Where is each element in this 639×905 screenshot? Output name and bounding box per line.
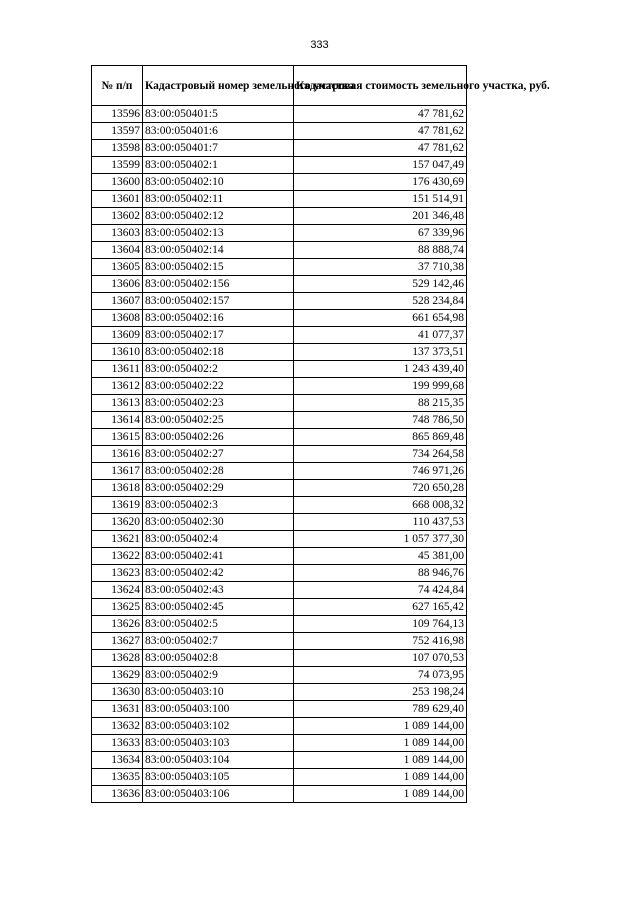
row-index: 13607 <box>92 293 143 310</box>
cadastral-value: 199 999,68 <box>294 378 467 395</box>
cadastral-value: 1 089 144,00 <box>294 786 467 803</box>
table-row <box>92 378 467 395</box>
table-row <box>92 565 467 582</box>
table-row <box>92 242 467 259</box>
cadastral-number: 83:00:050402:15 <box>143 259 294 276</box>
row-index: 13628 <box>92 650 143 667</box>
cadastral-value: 746 971,26 <box>294 463 467 480</box>
table-row <box>92 599 467 616</box>
cadastral-value: 668 008,32 <box>294 497 467 514</box>
cadastral-value: 253 198,24 <box>294 684 467 701</box>
row-index: 13635 <box>92 769 143 786</box>
table-row <box>92 140 467 157</box>
cadastral-number: 83:00:050403:102 <box>143 718 294 735</box>
cadastral-number: 83:00:050402:156 <box>143 276 294 293</box>
row-index: 13605 <box>92 259 143 276</box>
cadastral-number: 83:00:050402:8 <box>143 650 294 667</box>
row-index: 13627 <box>92 633 143 650</box>
table-row <box>92 718 467 735</box>
table-row <box>92 633 467 650</box>
cadastral-number: 83:00:050402:28 <box>143 463 294 480</box>
cadastral-number: 83:00:050402:10 <box>143 174 294 191</box>
cadastral-number: 83:00:050402:2 <box>143 361 294 378</box>
row-index: 13632 <box>92 718 143 735</box>
row-index: 13600 <box>92 174 143 191</box>
cadastral-value: 74 424,84 <box>294 582 467 599</box>
table-row <box>92 395 467 412</box>
table-row <box>92 531 467 548</box>
table-row <box>92 548 467 565</box>
table-row <box>92 293 467 310</box>
row-index: 13618 <box>92 480 143 497</box>
row-index: 13608 <box>92 310 143 327</box>
row-index: 13634 <box>92 752 143 769</box>
cadastral-number: 83:00:050402:12 <box>143 208 294 225</box>
cadastral-value: 748 786,50 <box>294 412 467 429</box>
cadastral-number: 83:00:050402:16 <box>143 310 294 327</box>
table-row <box>92 106 467 123</box>
table-row <box>92 191 467 208</box>
row-index: 13604 <box>92 242 143 259</box>
table-row <box>92 786 467 803</box>
table-row <box>92 735 467 752</box>
table-row <box>92 480 467 497</box>
cadastral-value: 107 070,53 <box>294 650 467 667</box>
cadastral-number: 83:00:050402:22 <box>143 378 294 395</box>
table-row <box>92 412 467 429</box>
row-index: 13615 <box>92 429 143 446</box>
cadastral-value: 47 781,62 <box>294 140 467 157</box>
cadastral-number: 83:00:050402:5 <box>143 616 294 633</box>
row-index: 13626 <box>92 616 143 633</box>
table-row <box>92 327 467 344</box>
row-index: 13616 <box>92 446 143 463</box>
table-row <box>92 259 467 276</box>
row-index: 13598 <box>92 140 143 157</box>
cadastral-value: 151 514,91 <box>294 191 467 208</box>
row-index: 13623 <box>92 565 143 582</box>
cadastral-value: 1 089 144,00 <box>294 769 467 786</box>
table-row <box>92 123 467 140</box>
cadastral-value: 627 165,42 <box>294 599 467 616</box>
table-row <box>92 667 467 684</box>
cadastral-value: 529 142,46 <box>294 276 467 293</box>
cadastral-value: 67 339,96 <box>294 225 467 242</box>
row-index: 13619 <box>92 497 143 514</box>
cadastral-number: 83:00:050402:41 <box>143 548 294 565</box>
table-row <box>92 582 467 599</box>
table-row <box>92 429 467 446</box>
table-row <box>92 463 467 480</box>
cadastral-number: 83:00:050402:27 <box>143 446 294 463</box>
cadastral-value: 110 437,53 <box>294 514 467 531</box>
cadastral-number: 83:00:050402:30 <box>143 514 294 531</box>
table-row <box>92 361 467 378</box>
row-index: 13622 <box>92 548 143 565</box>
cadastral-value: 176 430,69 <box>294 174 467 191</box>
table-header <box>92 66 550 106</box>
cadastral-number: 83:00:050402:11 <box>143 191 294 208</box>
row-index: 13601 <box>92 191 143 208</box>
row-index: 13603 <box>92 225 143 242</box>
cadastral-number: 83:00:050402:29 <box>143 480 294 497</box>
table-row <box>92 310 467 327</box>
cadastral-number: 83:00:050402:45 <box>143 599 294 616</box>
cadastral-number: 83:00:050401:7 <box>143 140 294 157</box>
cadastral-value: 47 781,62 <box>294 106 467 123</box>
cadastral-value: 109 764,13 <box>294 616 467 633</box>
table-row <box>92 276 467 293</box>
row-index: 13606 <box>92 276 143 293</box>
row-index: 13611 <box>92 361 143 378</box>
cadastral-value: 1 089 144,00 <box>294 752 467 769</box>
table-row <box>92 650 467 667</box>
row-index: 13621 <box>92 531 143 548</box>
header-cadastral-value: Кадастровая стоимость земельного участка, руб. <box>294 66 467 106</box>
cadastral-value: 1 089 144,00 <box>294 718 467 735</box>
table-row <box>92 225 467 242</box>
row-index: 13610 <box>92 344 143 361</box>
cadastral-number: 83:00:050402:23 <box>143 395 294 412</box>
cadastral-value: 661 654,98 <box>294 310 467 327</box>
table-row <box>92 684 467 701</box>
row-index: 13630 <box>92 684 143 701</box>
cadastral-value: 47 781,62 <box>294 123 467 140</box>
row-index: 13636 <box>92 786 143 803</box>
cadastral-value: 720 650,28 <box>294 480 467 497</box>
cadastral-value: 1 243 439,40 <box>294 361 467 378</box>
cadastral-value: 734 264,58 <box>294 446 467 463</box>
cadastral-number: 83:00:050402:26 <box>143 429 294 446</box>
cadastral-number: 83:00:050401:5 <box>143 106 294 123</box>
cadastral-number: 83:00:050402:13 <box>143 225 294 242</box>
cadastral-number: 83:00:050402:1 <box>143 157 294 174</box>
cadastral-number: 83:00:050402:17 <box>143 327 294 344</box>
cadastral-number: 83:00:050403:105 <box>143 769 294 786</box>
cadastral-number: 83:00:050402:43 <box>143 582 294 599</box>
cadastral-number: 83:00:050401:6 <box>143 123 294 140</box>
table-row <box>92 344 467 361</box>
row-index: 13625 <box>92 599 143 616</box>
table-row <box>92 174 467 191</box>
cadastral-number: 83:00:050402:14 <box>143 242 294 259</box>
cadastral-number: 83:00:050403:10 <box>143 684 294 701</box>
row-index: 13633 <box>92 735 143 752</box>
cadastral-value: 752 416,98 <box>294 633 467 650</box>
table-row <box>92 208 467 225</box>
page-number: 333 <box>310 39 329 51</box>
row-index: 13617 <box>92 463 143 480</box>
header-row <box>92 66 467 106</box>
row-index: 13624 <box>92 582 143 599</box>
table-body <box>92 106 467 803</box>
cadastral-value: 88 888,74 <box>294 242 467 259</box>
table-row <box>92 769 467 786</box>
cadastral-value: 1 057 377,30 <box>294 531 467 548</box>
cadastral-value: 74 073,95 <box>294 667 467 684</box>
cadastral-value: 789 629,40 <box>294 701 467 718</box>
cadastral-number: 83:00:050402:18 <box>143 344 294 361</box>
cadastral-number: 83:00:050403:104 <box>143 752 294 769</box>
cadastral-number: 83:00:050402:9 <box>143 667 294 684</box>
row-index: 13596 <box>92 106 143 123</box>
row-index: 13602 <box>92 208 143 225</box>
cadastral-number: 83:00:050402:4 <box>143 531 294 548</box>
cadastral-value-table <box>91 65 550 803</box>
cadastral-value: 88 215,35 <box>294 395 467 412</box>
table-row <box>92 701 467 718</box>
header-cadastral-number: Кадастровый номер земельного участка <box>143 66 294 106</box>
row-index: 13609 <box>92 327 143 344</box>
cadastral-value: 88 946,76 <box>294 565 467 582</box>
table-row <box>92 157 467 174</box>
row-index: 13612 <box>92 378 143 395</box>
cadastral-number: 83:00:050403:100 <box>143 701 294 718</box>
cadastral-value: 37 710,38 <box>294 259 467 276</box>
cadastral-number: 83:00:050402:25 <box>143 412 294 429</box>
cadastral-number: 83:00:050402:3 <box>143 497 294 514</box>
cadastral-number: 83:00:050403:106 <box>143 786 294 803</box>
row-index: 13629 <box>92 667 143 684</box>
cadastral-value: 865 869,48 <box>294 429 467 446</box>
row-index: 13613 <box>92 395 143 412</box>
cadastral-number: 83:00:050402:7 <box>143 633 294 650</box>
cadastral-value: 1 089 144,00 <box>294 735 467 752</box>
row-index: 13599 <box>92 157 143 174</box>
cadastral-number: 83:00:050402:157 <box>143 293 294 310</box>
cadastral-number: 83:00:050402:42 <box>143 565 294 582</box>
header-index: № п/п <box>92 66 143 106</box>
cadastral-value: 45 381,00 <box>294 548 467 565</box>
cadastral-value: 137 373,51 <box>294 344 467 361</box>
table-row <box>92 514 467 531</box>
table-row <box>92 752 467 769</box>
cadastral-value: 157 047,49 <box>294 157 467 174</box>
row-index: 13614 <box>92 412 143 429</box>
table-row <box>92 497 467 514</box>
cadastral-number: 83:00:050403:103 <box>143 735 294 752</box>
row-index: 13620 <box>92 514 143 531</box>
cadastral-value: 41 077,37 <box>294 327 467 344</box>
row-index: 13597 <box>92 123 143 140</box>
table-row <box>92 616 467 633</box>
table-row <box>92 446 467 463</box>
row-index: 13631 <box>92 701 143 718</box>
cadastral-value: 201 346,48 <box>294 208 467 225</box>
cadastral-value: 528 234,84 <box>294 293 467 310</box>
